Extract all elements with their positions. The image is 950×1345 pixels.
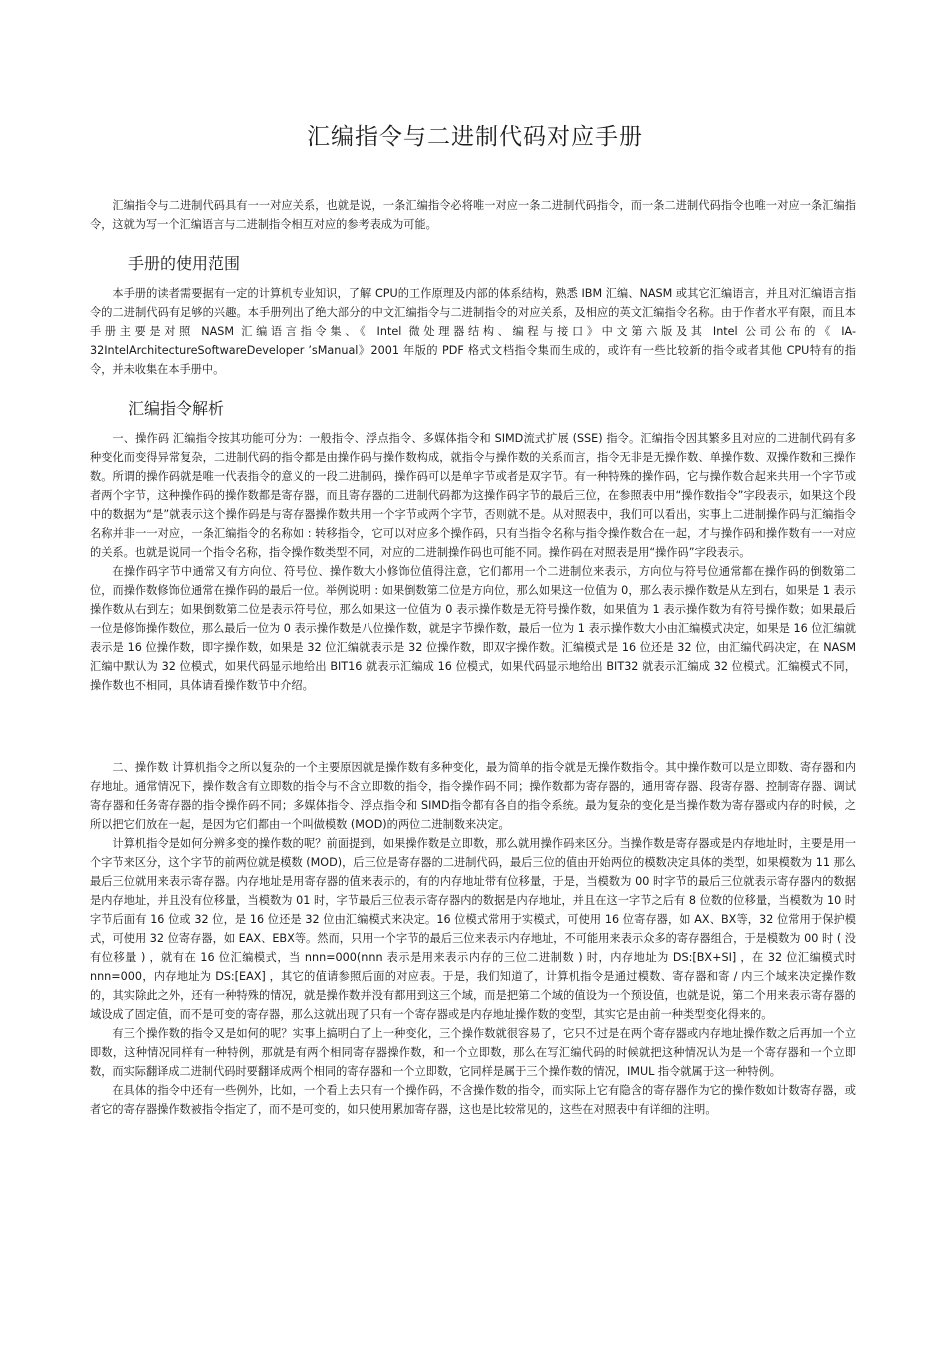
opcode-block	[90, 429, 856, 695]
intro-block	[90, 196, 856, 234]
scope-block	[90, 284, 856, 379]
operand-block	[90, 758, 856, 1119]
section-heading-scope: 手册的使用范围	[128, 254, 241, 273]
opcode-bits-paragraph: 在操作码字节中通常又有方向位、符号位、操作数大小修饰位值得注意，它们都用一个二进制位来表示，方向位与符号位通常都在操作码的倒数第二位，而操作数修饰位通常在操作码的最后一位。举例说明 : 如果倒数第二位是方向位，那么如果这一位值为 0，那么表示操作数是从左到右，如果是 1 表示操作数从右到左；如果倒数第二位是表示符号位，那么如果这一位值为 0 表示操作数是无符号操作数，如果值为 1 表示操作数为有符号操作数；如果最后一位是修饰操作数位，那么最后一位为 0 表示操作数是八位操作数，就是字节操作数，最后一位为 1 表示操作数大小由汇编模式决定，如果是 16 位汇编就表示是 16 位操作数，即字操作数，如果是 32 位汇编就表示是 32 位操作数，即双字操作数。汇编模式是 16 位还是 32 位，由汇编代码决定，在 NASM汇编中默认为 32 位模式，如果代码显示地给出 BIT16 就表示汇编成 16 位模式，如果代码显示地给出 BIT32 就表示汇编成 32 位模式。汇编模式不同，操作数也不相同，具体请看操作数节中介绍。	[90, 565, 856, 692]
opcode-paragraph: 一、操作码 汇编指令按其功能可分为：一般指令、浮点指令、多媒体指令和 SIMD流式扩展 (SSE) 指令。汇编指令因其繁多且对应的二进制代码有多种变化而变得异常复杂，二进制代码的指令都是由操作码与操作数构成，就指令与操作数的关系而言，指令无非是无操作数、单操作数、双操作数和三操作数。所谓的操作码就是唯一代表指令的意义的一段二进制码，操作码可以是单字节或者是双字节。有一种特殊的操作码，它与操作数合起来共用一个字节或者两个字节，这种操作码的操作数都是寄存器，而且寄存器的二进制代码都为这操作码字节的最后三位，在参照表中用“操作数指令”字段表示，如果这个段中的数据为“是”就表示这个操作码是与寄存器操作数共用一个字节或两个字节，否则就不是。从对照表中，我们可以看出，实事上二进制操作码与汇编指令名称并非一一对应，一条汇编指令的名称如 : 转移指令，它可以对应多个操作码，只有当指令名称与指令操作数合在一起，才与操作码和操作数有一一对应的关系。也就是说同一个指令名称，指令操作数类型不同，对应的二进制操作码也可能不同。操作码在对照表是用“操作码”字段表示。	[90, 432, 856, 559]
intro-paragraph: 汇编指令与二进制代码具有一一对应关系，也就是说，一条汇编指令必将唯一对应一条二进制代码指令，而一条二进制代码指令也唯一对应一条汇编指令，这就为写一个汇编语言与二进制指令相互对应的参考表成为可能。	[90, 199, 856, 231]
exceptions-paragraph: 在具体的指令中还有一些例外，比如，一个看上去只有一个操作码，不含操作数的指令，而实际上它有隐含的寄存器作为它的操作数如计数寄存器，或者它的寄存器操作数被指令指定了，而不是可变的，如只使用累加寄存器，这也是比较常见的，这些在对照表中有详细的注明。	[90, 1084, 856, 1116]
operand-paragraph: 二、操作数 计算机指令之所以复杂的一个主要原因就是操作数有多种变化，最为简单的指令就是无操作数指令。其中操作数可以是立即数、寄存器和内存地址。通常情况下，操作数含有立即数的指令与不含立即数的指令，指令操作码不同；操作数都为寄存器的，通用寄存器、段寄存器、控制寄存器、调试寄存器和任务寄存器的指令操作码不同；多媒体指令、浮点指令和 SIMD指令都有各自的指令系统。最为复杂的变化是当操作数为寄存器或内存的时候，之所以把它们放在一起，是因为它们都由一个叫做模数 (MOD)的两位二进制数来决定。	[90, 761, 856, 831]
scope-paragraph: 本手册的读者需要据有一定的计算机专业知识，了解 CPU的工作原理及内部的体系结构，熟悉 IBM 汇编、NASM 或其它汇编语言，并且对汇编语言指令的二进制代码有足够的兴趣。本手册列出了绝大部分的中文汇编指令与二进制指令的对应关系，及相应的英文汇编指令名称。由于作者水平有限，而且本手册主要是对照 NASM 汇编语言指令集、《 Intel 微处理器结构、编程与接口》中文第六版及其 Intel 公司公布的《 IA-32IntelArchitectureSoftwareDeveloper ’sManual》2001 年版的 PDF 格式文档指令集而生成的，或许有一些比较新的指令或者其他 CPU特有的指令，并未收集在本手册中。	[90, 287, 856, 376]
three-operand-paragraph: 有三个操作数的指令又是如何的呢？实事上搞明白了上一种变化，三个操作数就很容易了，它只不过是在两个寄存器或内存地址操作数之后再加一个立即数，这种情况同样有一种特例，那就是有两个相同寄存器操作数，和一个立即数，那么在写汇编代码的时候就把这种情况认为是一个寄存器和一个立即数，而实际翻译成二进制代码时要翻译成两个相同的寄存器和一个立即数，它同样是属于三个操作数的情况，IMUL 指令就属于这一种特例。	[90, 1027, 856, 1078]
document-title: 汇编指令与二进制代码对应手册	[307, 124, 643, 150]
section-heading-analysis: 汇编指令解析	[128, 399, 225, 418]
operand-mod-paragraph: 计算机指令是如何分辨多变的操作数的呢？前面提到，如果操作数是立即数，那么就用操作码来区分。当操作数是寄存器或是内存地址时，主要是用一个字节来区分，这个字节的前两位就是模数 (MOD)，后三位是寄存器的二进制代码，最后三位的值由开始两位的模数决定具体的类型，如果模数为 11 那么最后三位就用来表示寄存器。内存地址是用寄存器的值来表示的，有的内存地址带有位移量，于是，当模数为 00 时字节的最后三位就表示寄存器内的数据是内存地址，并且没有位移量，当模数为 01 时，字节最后三位表示寄存器内的数据是内存地址，并且在这一字节之后有 8 位数的位移量，当模数为 10 时字节后面有 16 位或 32 位，是 16 位还是 32 位由汇编模式来决定。16 位模式常用于实模式，可使用 16 位寄存器，如 AX、BX等，32 位常用于保护模式，可使用 32 位寄存器，如 EAX、EBX等。然而，只用一个字节的最后三位来表示内存地址，不可能用来表示众多的寄存器组合，于是模数为 00 时 ( 没有位移量 ) ，就有在 16 位汇编模式，当 nnn=000(nnn 表示是用来表示内存的三位二进制数 ) 时，内存地址为 DS:[BX+SI] ，在 32 位汇编模式时 nnn=000，内存地址为 DS:[EAX] ，其它的值请参照后面的对应表。于是，我们知道了，计算机指令是通过模数、寄存器和寄 / 内三个域来决定操作数的，其实除此之外，还有一种特殊的情况，就是操作数并没有都用到这三个域，而是把第二个域的值设为一个预设值，也就是说，第二个用来表示寄存器的域设成了固定值，而不是可变的寄存器，那么这就出现了只有一个寄存器或是内存地址操作数的变型，其实它是由前一种类型变化得来的。	[90, 837, 856, 1021]
